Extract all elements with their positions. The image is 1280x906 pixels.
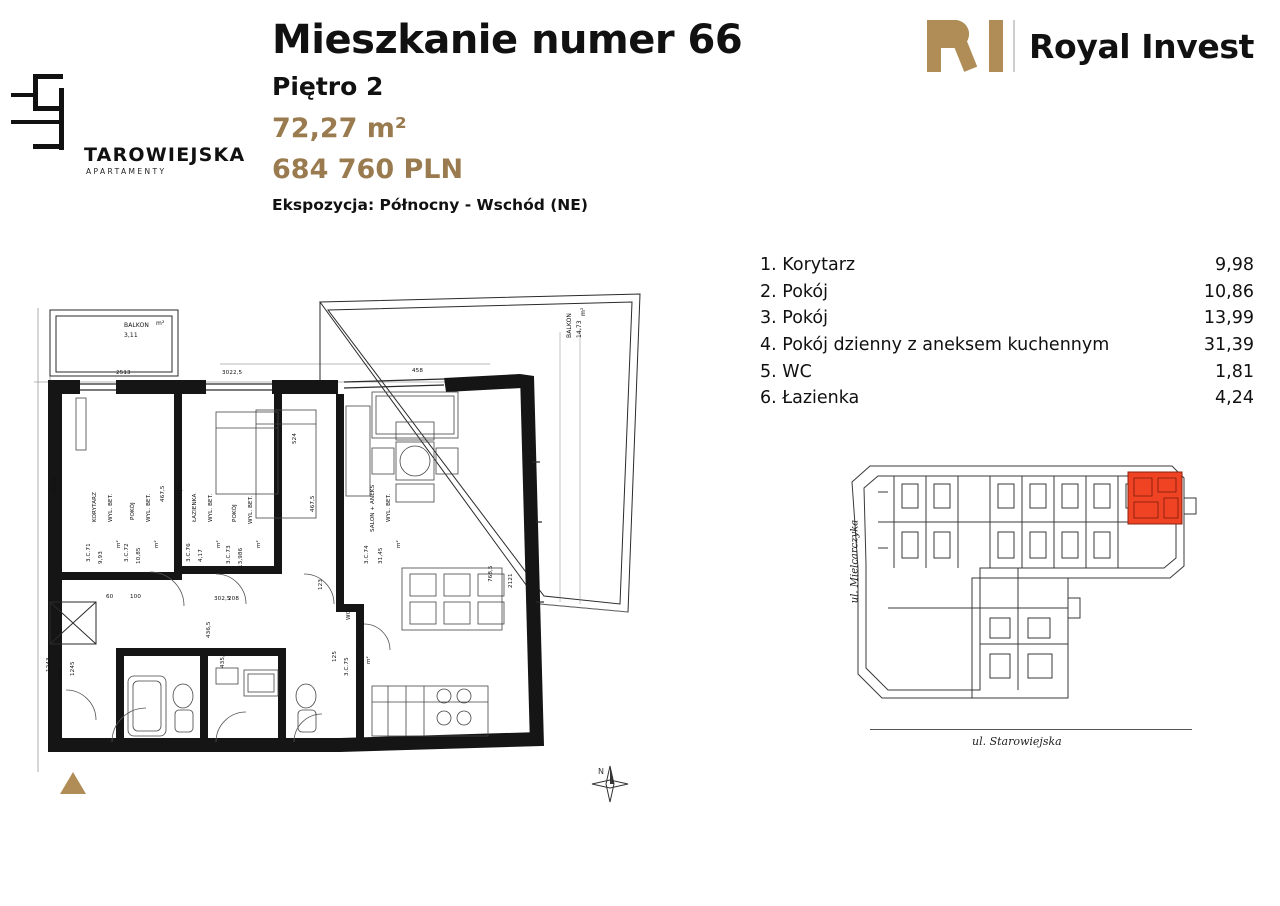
room-row bbox=[760, 281, 1254, 305]
royal-invest-name: Royal Invest bbox=[1029, 26, 1254, 66]
dimension-label: 467,5 bbox=[160, 485, 166, 502]
room-salon-area: 31,45 bbox=[378, 547, 384, 564]
room-salon-name: SALON + ANEKS bbox=[370, 484, 376, 532]
dimension-label: 208 bbox=[228, 596, 239, 602]
starowiejska-logo-name: TAROWIEJSKA bbox=[84, 144, 246, 166]
room-label: 4. Pokój dzienny z aneksem kuchennym bbox=[760, 334, 1110, 355]
balcony-left-label: BALKON bbox=[124, 322, 149, 329]
room-pokoj2-finish: WYL. BET. bbox=[248, 495, 254, 524]
area-label: 72,27 m² bbox=[272, 113, 407, 144]
room-lazienka-unit: m² bbox=[216, 540, 222, 548]
room-salon-code: 3.C.74 bbox=[364, 545, 370, 564]
room-lazienka-finish: WYL. BET. bbox=[208, 493, 214, 522]
balcony-left-unit: m² bbox=[156, 320, 165, 327]
room-salon-unit: m² bbox=[396, 540, 402, 548]
room-area: 9,98 bbox=[1215, 255, 1254, 275]
svg-text:N: N bbox=[598, 767, 604, 776]
royal-invest-mark-icon bbox=[923, 20, 1015, 72]
dimension-label: 1245 bbox=[70, 661, 76, 676]
furniture-living bbox=[346, 392, 504, 736]
room-wc-name: WC bbox=[346, 610, 352, 620]
room-label: 2. Pokój bbox=[760, 281, 828, 302]
room-korytarz-area: 9,93 bbox=[98, 551, 104, 564]
floor-label: Piętro 2 bbox=[272, 72, 384, 101]
keyplan-drawing bbox=[822, 448, 1212, 748]
room-korytarz-code: 3.C.71 bbox=[86, 543, 92, 562]
price-label: 684 760 PLN bbox=[272, 154, 464, 185]
room-lazienka-area: 4,17 bbox=[198, 549, 204, 562]
apartment-floorplan bbox=[20, 272, 720, 832]
dimension-label: 435,5 bbox=[220, 651, 226, 668]
balcony-left-area: 3,11 bbox=[124, 332, 138, 339]
keyplan-street-label-left: ul. Mielcarczyka bbox=[849, 519, 861, 604]
dimension-label: 60 bbox=[106, 594, 114, 600]
room-area: 1,81 bbox=[1215, 361, 1254, 382]
dimension-label: 2513 bbox=[116, 370, 131, 376]
keyplan-highlighted-unit bbox=[1128, 472, 1182, 524]
dimension-label: 524 bbox=[292, 433, 298, 444]
room-label: 5. WC bbox=[760, 361, 812, 382]
room-row bbox=[760, 361, 1254, 385]
room-area: 4,24 bbox=[1215, 388, 1254, 409]
room-wc-code: 3.C.75 bbox=[344, 657, 350, 676]
dimension-label: 438,5 bbox=[52, 477, 58, 494]
dimension-label: 467,5 bbox=[178, 485, 184, 502]
dimension-label: 436,5 bbox=[206, 621, 212, 638]
balcony-right-unit: m² bbox=[580, 307, 587, 316]
royal-invest-logo bbox=[923, 20, 1254, 72]
room-area: 10,86 bbox=[1203, 281, 1254, 302]
exposure-label: Ekspozycja: Północny - Wschód (NE) bbox=[272, 196, 588, 214]
room-area: 31,39 bbox=[1203, 334, 1254, 355]
page-title: Mieszkanie numer 66 bbox=[272, 17, 743, 63]
balcony-right bbox=[320, 294, 640, 612]
room-pokoj1-unit: m² bbox=[154, 540, 160, 548]
room-pokoj1-name: POKÓJ bbox=[130, 502, 136, 520]
room-lazienka-name: ŁAZIENKA bbox=[192, 493, 198, 522]
room-pokoj2-unit: m² bbox=[256, 540, 262, 548]
furniture-bathroom bbox=[128, 668, 316, 736]
apartment-header bbox=[272, 18, 912, 214]
room-label: 6. Łazienka bbox=[760, 388, 860, 409]
room-wc-finish: WYL. BET. bbox=[358, 617, 364, 646]
room-korytarz-finish: WYL. BET. bbox=[108, 493, 114, 522]
room-wc-area: 1,80 bbox=[356, 663, 362, 676]
keyplan-street-label-bottom: ul. Starowiejska bbox=[972, 735, 1062, 748]
room-wc-unit: m² bbox=[366, 656, 372, 664]
room-salon-finish: WYL. BET. bbox=[386, 493, 392, 522]
room-pokoj2-code: 3.C.73 bbox=[226, 545, 232, 564]
starowiejska-logo-subtitle: APARTAMENTY bbox=[86, 167, 167, 176]
room-area: 13,99 bbox=[1203, 308, 1254, 329]
dimension-label: 100 bbox=[130, 594, 141, 600]
room-label: 3. Pokój bbox=[760, 308, 828, 329]
dimension-label: 123 bbox=[318, 579, 324, 590]
room-pokoj1-code: 3.C.72 bbox=[124, 543, 130, 562]
room-pokoj1-finish: WYL. BET. bbox=[146, 493, 152, 522]
starowiejska-logo-mark bbox=[33, 74, 79, 150]
dimension-label: 125 bbox=[332, 651, 338, 662]
dimension-label: 348 bbox=[58, 669, 64, 680]
dimension-label: 2121 bbox=[508, 573, 514, 588]
room-row bbox=[760, 334, 1254, 358]
balcony-right-area: 14,73 bbox=[576, 320, 583, 338]
room-schedule bbox=[760, 254, 1254, 414]
room-row bbox=[760, 254, 1254, 278]
dimension-label: 458 bbox=[412, 368, 423, 374]
room-korytarz-unit: m² bbox=[116, 540, 122, 548]
building-keyplan bbox=[822, 448, 1212, 748]
room-lazienka-code: 3.C.76 bbox=[186, 543, 192, 562]
dimension-label: 302,5 bbox=[214, 596, 231, 602]
keyplan-street-line-bottom bbox=[870, 729, 1192, 730]
balcony-right-label: BALKON bbox=[566, 313, 573, 338]
room-row bbox=[760, 387, 1254, 411]
room-pokoj2-name: POKÓJ bbox=[232, 504, 238, 522]
dimension-label: 3022,5 bbox=[222, 370, 243, 376]
room-pokoj1-area: 10,85 bbox=[136, 547, 142, 564]
room-pokoj2-area: 13,986 bbox=[238, 547, 244, 568]
room-row bbox=[760, 307, 1254, 331]
compass-icon bbox=[588, 762, 632, 806]
dimension-label: 768,5 bbox=[488, 565, 494, 582]
dimension-label: 467,5 bbox=[310, 495, 316, 512]
dimension-label: 1243 bbox=[46, 657, 52, 672]
room-korytarz-name: KORYTARZ bbox=[92, 491, 98, 522]
starowiejska-logo bbox=[28, 70, 246, 180]
room-label: 1. Korytarz bbox=[760, 255, 856, 275]
entry-triangle-marker bbox=[60, 772, 86, 794]
